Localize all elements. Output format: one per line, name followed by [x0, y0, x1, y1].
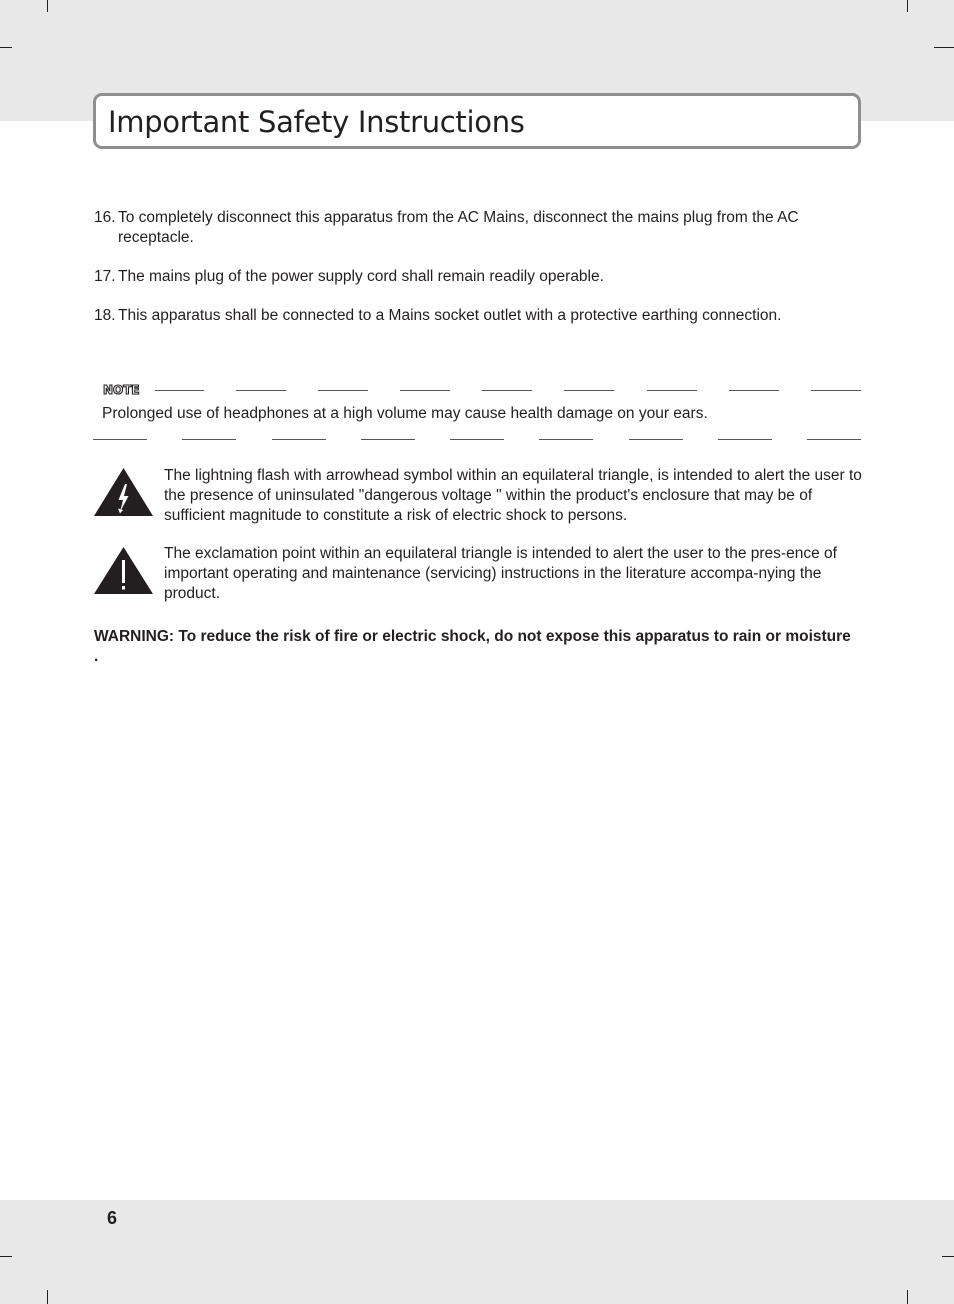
divider [647, 390, 697, 391]
divider [361, 439, 415, 440]
lightning-triangle-icon [93, 467, 154, 517]
title-box [93, 93, 861, 149]
crop-mark [934, 47, 954, 48]
note-label: NOTE [103, 383, 140, 397]
instruction-list [94, 208, 860, 345]
divider [564, 390, 614, 391]
divider [182, 439, 236, 440]
divider [400, 390, 450, 391]
lightning-symbol-text: The lightning flash with arrowhead symbol within an equilateral triangle, is intended to alert the user to the presence of uninsulated "dangerous voltage " within the product's enclosure that may be of sufficient magnitude to constitute a risk of electric shock to persons. [164, 467, 862, 524]
divider [272, 439, 326, 440]
footer-band [0, 1200, 954, 1304]
crop-mark [0, 47, 12, 48]
item-text: To completely disconnect this apparatus from the AC Mains, disconnect the mains plug from the AC receptacle. [118, 209, 799, 246]
crop-mark [47, 0, 48, 12]
item-number: 16. [94, 209, 116, 226]
item-text: The mains plug of the power supply cord shall remain readily operable. [118, 268, 604, 285]
divider [155, 390, 204, 391]
crop-mark [907, 1290, 908, 1304]
divider [236, 390, 286, 391]
divider [318, 390, 368, 391]
item-number: 17. [94, 268, 116, 285]
exclamation-triangle-icon [93, 546, 154, 595]
crop-mark [0, 1256, 12, 1257]
crop-mark [47, 1290, 48, 1304]
divider [93, 439, 147, 440]
divider [482, 390, 532, 391]
note-text: Prolonged use of headphones at a high volume may cause health damage on your ears. [102, 405, 708, 422]
exclamation-symbol-text: The exclamation point within an equilateral triangle is intended to alert the user to the pres-ence of important operating and maintenance (servicing) instructions in the literature accompa-nying the product. [164, 545, 837, 602]
crop-mark [942, 1256, 954, 1257]
divider [539, 439, 593, 440]
crop-mark [907, 0, 908, 12]
page-title: Important Safety Instructions [108, 105, 525, 139]
item-number: 18. [94, 307, 116, 324]
list-item [94, 208, 860, 248]
list-item [94, 306, 860, 326]
page-number: 6 [107, 1208, 118, 1228]
divider [718, 439, 772, 440]
divider [450, 439, 504, 440]
divider [811, 390, 861, 391]
item-text: This apparatus shall be connected to a Mains socket outlet with a protective earthing connection. [118, 307, 782, 324]
list-item [94, 267, 860, 287]
divider [729, 390, 779, 391]
warning-text: WARNING: To reduce the risk of fire or electric shock, do not expose this apparatus to rain or moisture . [94, 628, 851, 665]
divider [629, 439, 683, 440]
divider [807, 439, 861, 440]
note-heading [103, 381, 140, 399]
